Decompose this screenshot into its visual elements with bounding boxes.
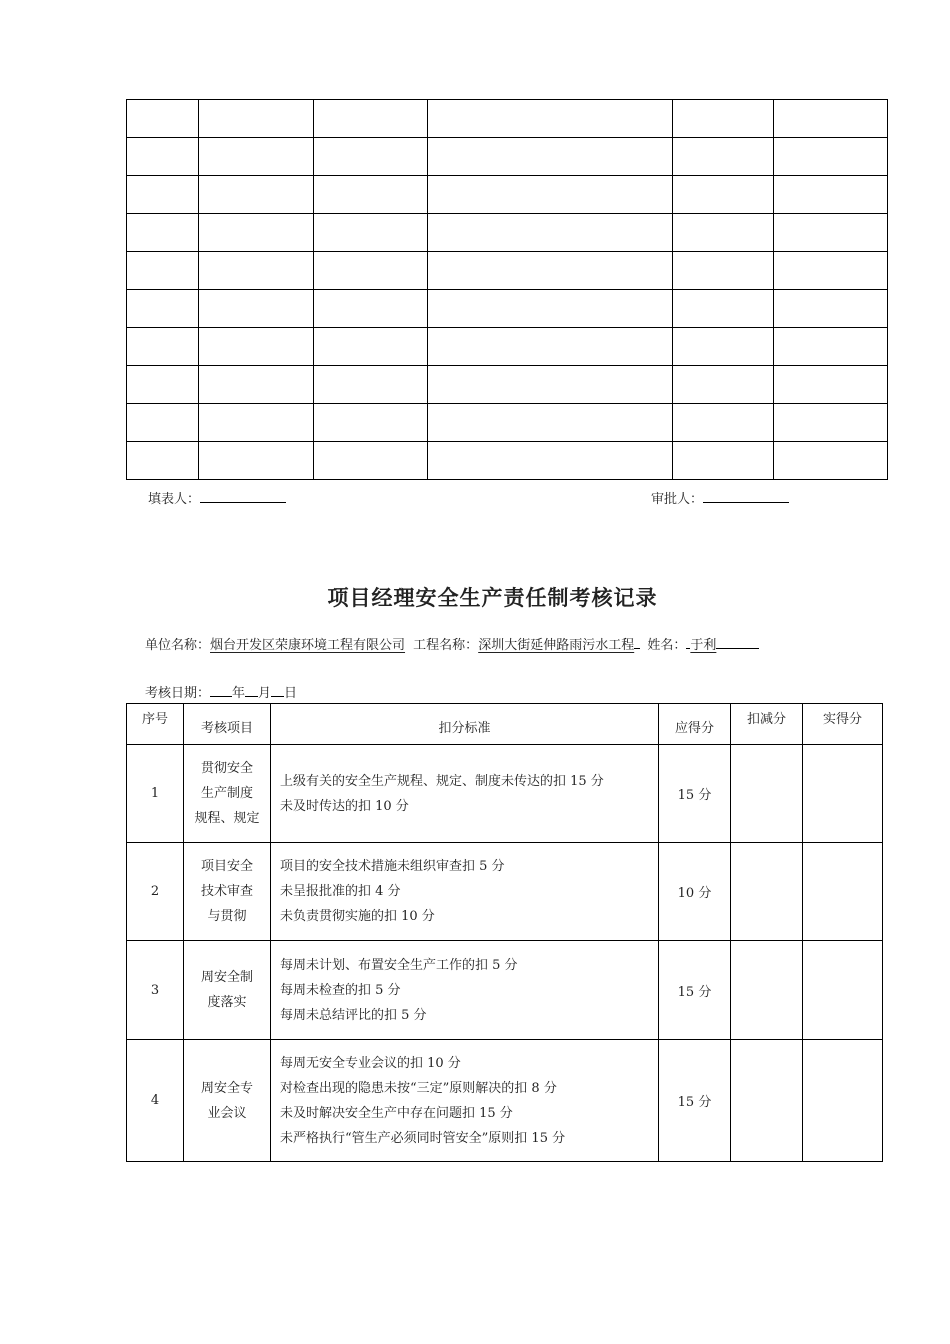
blank-cell[interactable]	[127, 366, 199, 404]
blank-cell[interactable]	[673, 404, 774, 442]
year-blank[interactable]	[210, 682, 232, 697]
row-score: 10 分	[659, 843, 731, 941]
row-deduct-cell[interactable]	[731, 843, 803, 941]
blank-cell[interactable]	[673, 252, 774, 290]
criteria-line: 对检查出现的隐患未按“三定”原则解决的扣 8 分	[280, 1080, 557, 1096]
blank-cell[interactable]	[199, 290, 314, 328]
name-label: 姓名：	[647, 638, 687, 653]
blank-cell[interactable]	[774, 404, 888, 442]
blank-cell[interactable]	[314, 138, 428, 176]
row-item	[184, 941, 271, 1040]
filler-label: 填表人：	[148, 492, 201, 507]
blank-row	[127, 442, 888, 480]
blank-cell[interactable]	[199, 366, 314, 404]
blank-cell[interactable]	[428, 252, 673, 290]
row-item	[184, 843, 271, 941]
criteria-line: 每周未检查的扣 5 分	[280, 982, 401, 998]
row-no: 2	[127, 843, 184, 941]
blank-row	[127, 252, 888, 290]
blank-cell[interactable]	[428, 176, 673, 214]
blank-cell[interactable]	[428, 328, 673, 366]
project-value: 深圳大街延伸路雨污水工程	[478, 638, 635, 653]
blank-cell[interactable]	[774, 138, 888, 176]
row-criteria	[271, 1040, 659, 1162]
row-criteria	[271, 941, 659, 1040]
day-char: 日	[284, 686, 298, 701]
row-actual-cell[interactable]	[803, 941, 883, 1040]
blank-cell[interactable]	[314, 252, 428, 290]
day-blank[interactable]	[271, 682, 284, 697]
criteria-line: 未及时传达的扣 10 分	[280, 798, 409, 814]
row-actual-cell[interactable]	[803, 843, 883, 941]
header-deduct: 扣减分	[731, 704, 803, 745]
item-line: 技术审查	[200, 884, 253, 899]
blank-cell[interactable]	[673, 138, 774, 176]
criteria-line: 未呈报批准的扣 4 分	[280, 884, 401, 899]
blank-cell[interactable]	[774, 176, 888, 214]
row-item	[184, 1040, 271, 1162]
assessment-table	[126, 703, 883, 1162]
blank-row	[127, 214, 888, 252]
blank-row	[127, 366, 888, 404]
top-blank-table-body	[127, 100, 888, 480]
blank-cell[interactable]	[428, 138, 673, 176]
year-char: 年	[232, 686, 246, 701]
blank-cell[interactable]	[774, 366, 888, 404]
row-actual-cell[interactable]	[803, 1040, 883, 1162]
header-row	[127, 704, 883, 745]
blank-cell[interactable]	[314, 290, 428, 328]
project-label: 工程名称：	[413, 638, 479, 653]
blank-cell[interactable]	[428, 442, 673, 480]
row-no: 1	[127, 745, 184, 843]
item-line: 生产制度	[200, 786, 253, 801]
blank-cell[interactable]	[199, 328, 314, 366]
blank-cell[interactable]	[127, 328, 199, 366]
top-blank-table	[126, 99, 888, 480]
filler-signature-line[interactable]	[200, 488, 286, 503]
approver-signature	[651, 488, 789, 507]
blank-row	[127, 328, 888, 366]
blank-cell[interactable]	[428, 366, 673, 404]
item-line: 度落实	[207, 995, 247, 1010]
filler-signature	[148, 488, 286, 507]
blank-cell[interactable]	[127, 100, 199, 138]
unit-value: 烟台开发区荣康环境工程有限公司	[210, 638, 406, 653]
date-label: 考核日期：	[145, 686, 211, 701]
table-row	[127, 843, 883, 941]
blank-cell[interactable]	[199, 252, 314, 290]
approver-label: 审批人：	[651, 492, 704, 507]
row-score: 15 分	[659, 1040, 731, 1162]
criteria-line: 每周无安全专业会议的扣 10 分	[280, 1055, 461, 1071]
blank-cell[interactable]	[127, 290, 199, 328]
blank-cell[interactable]	[314, 366, 428, 404]
row-deduct-cell[interactable]	[731, 1040, 803, 1162]
criteria-line: 未及时解决安全生产中存在问题扣 15 分	[280, 1105, 513, 1121]
item-line: 与贯彻	[207, 909, 247, 924]
blank-cell[interactable]	[774, 214, 888, 252]
blank-cell[interactable]	[199, 138, 314, 176]
blank-cell[interactable]	[428, 214, 673, 252]
blank-row	[127, 138, 888, 176]
blank-cell[interactable]	[127, 442, 199, 480]
header-actual: 实得分	[803, 704, 883, 745]
blank-cell[interactable]	[673, 442, 774, 480]
blank-cell[interactable]	[428, 100, 673, 138]
blank-cell[interactable]	[127, 252, 199, 290]
blank-cell[interactable]	[673, 176, 774, 214]
row-deduct-cell[interactable]	[731, 745, 803, 843]
table-row	[127, 941, 883, 1040]
blank-cell[interactable]	[673, 328, 774, 366]
blank-cell[interactable]	[314, 328, 428, 366]
blank-cell[interactable]	[314, 442, 428, 480]
item-line: 周安全专	[200, 1080, 253, 1096]
item-line: 业会议	[207, 1105, 247, 1121]
item-line: 规程、规定	[194, 811, 260, 826]
blank-cell[interactable]	[127, 404, 199, 442]
blank-cell[interactable]	[774, 100, 888, 138]
blank-cell[interactable]	[774, 290, 888, 328]
month-blank[interactable]	[245, 682, 258, 697]
item-line: 贯彻安全	[200, 761, 253, 776]
criteria-line: 未负责贯彻实施的扣 10 分	[280, 909, 435, 924]
blank-cell[interactable]	[127, 214, 199, 252]
blank-cell[interactable]	[673, 366, 774, 404]
header-no: 序号	[127, 704, 184, 745]
blank-row	[127, 290, 888, 328]
criteria-line: 每周未计划、布置安全生产工作的扣 5 分	[280, 957, 518, 973]
name-underline-tail	[716, 634, 759, 649]
date-line	[145, 682, 297, 701]
row-actual-cell[interactable]	[803, 745, 883, 843]
row-no: 4	[127, 1040, 184, 1162]
blank-cell[interactable]	[314, 100, 428, 138]
row-no: 3	[127, 941, 184, 1040]
row-criteria	[271, 745, 659, 843]
blank-row	[127, 176, 888, 214]
row-score: 15 分	[659, 745, 731, 843]
blank-cell[interactable]	[199, 100, 314, 138]
criteria-line: 未严格执行“管生产必须同时管安全”原则扣 15 分	[280, 1130, 566, 1146]
header-item: 考核项目	[184, 704, 271, 745]
blank-cell[interactable]	[428, 290, 673, 328]
item-line: 项目安全	[200, 859, 253, 874]
row-deduct-cell[interactable]	[731, 941, 803, 1040]
blank-cell[interactable]	[673, 290, 774, 328]
blank-cell[interactable]	[199, 176, 314, 214]
blank-row	[127, 100, 888, 138]
table-row	[127, 745, 883, 843]
row-item	[184, 745, 271, 843]
blank-cell[interactable]	[774, 442, 888, 480]
row-criteria	[271, 843, 659, 941]
blank-cell[interactable]	[314, 214, 428, 252]
header-criteria: 扣分标准	[271, 704, 659, 745]
blank-cell[interactable]	[673, 100, 774, 138]
item-line: 周安全制	[200, 970, 253, 985]
blank-row	[127, 404, 888, 442]
blank-cell[interactable]	[127, 138, 199, 176]
row-score: 15 分	[659, 941, 731, 1040]
criteria-line: 上级有关的安全生产规程、规定、制度未传达的扣 15 分	[280, 773, 604, 789]
criteria-line: 每周未总结评比的扣 5 分	[280, 1007, 427, 1023]
blank-cell[interactable]	[199, 442, 314, 480]
blank-cell[interactable]	[199, 214, 314, 252]
blank-cell[interactable]	[774, 252, 888, 290]
page-title: 项目经理安全生产责任制考核记录	[327, 585, 658, 610]
blank-cell[interactable]	[774, 328, 888, 366]
blank-cell[interactable]	[199, 404, 314, 442]
project-underline-tail	[634, 634, 640, 649]
info-line	[145, 634, 759, 653]
blank-cell[interactable]	[428, 404, 673, 442]
unit-label: 单位名称：	[145, 638, 211, 653]
blank-cell[interactable]	[673, 214, 774, 252]
header-score: 应得分	[659, 704, 731, 745]
table-row	[127, 1040, 883, 1162]
month-char: 月	[258, 686, 272, 701]
blank-cell[interactable]	[127, 176, 199, 214]
approver-signature-line[interactable]	[703, 488, 789, 503]
blank-cell[interactable]	[314, 176, 428, 214]
blank-cell[interactable]	[314, 404, 428, 442]
criteria-line: 项目的安全技术措施未组织审查扣 5 分	[280, 859, 505, 874]
name-value: 于利	[690, 638, 717, 653]
